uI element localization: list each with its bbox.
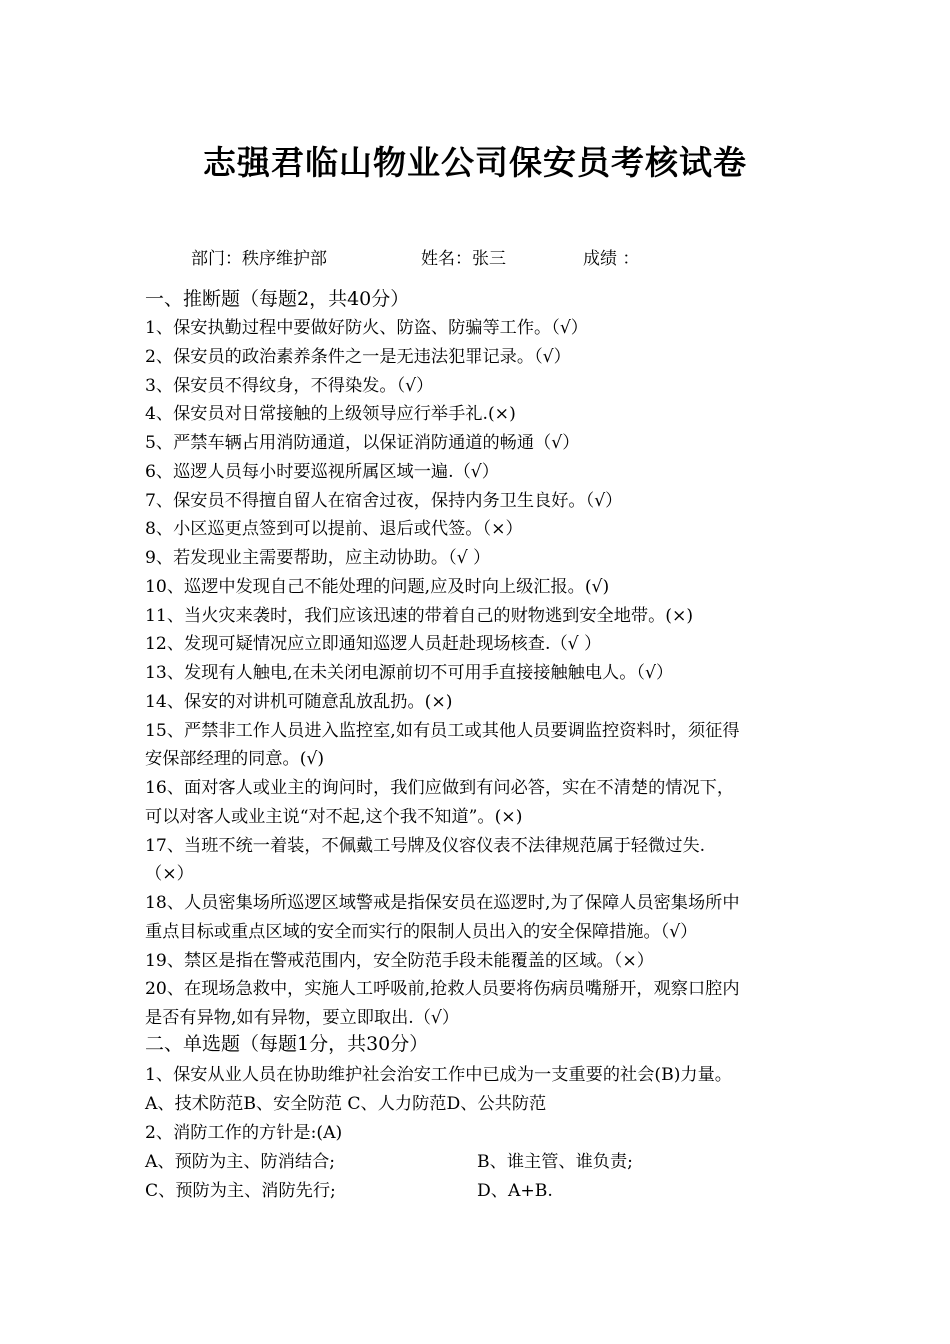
question-line: 5、严禁车辆占用消防通道，以保证消防通道的畅通（√） <box>145 433 580 453</box>
question-line: 6、巡逻人员每小时要巡视所属区域一遍.（√） <box>145 461 499 482</box>
question-line: 8、小区巡更点签到可以提前、退后或代签。（×） <box>145 519 523 540</box>
question-line: 11、当火灾来袭时，我们应该迅速的带着自己的财物逃到安全地带。(×) <box>145 605 694 626</box>
section-heading-single-choice: 二、单选题（每题1分，共30分） <box>145 1033 429 1055</box>
question-line: 14、保安的对讲机可随意乱放乱扔。(×) <box>145 691 453 712</box>
question-line: 重点目标或重点区域的安全而实行的限制人员出入的安全保障措施。（√） <box>145 921 698 942</box>
question-text: 1、保安从业人员在协助维护社会治安工作中已成为一支重要的社会(B)力量。 <box>145 1065 732 1085</box>
question-line: 16、面对客人或业主的询问时，我们应做到有问必答，实在不清楚的情况下， <box>145 778 735 798</box>
question-line: 7、保安员不得擅自留人在宿舍过夜，保持内务卫生良好。（√） <box>145 490 623 511</box>
question-line: 2、保安员的政治素养条件之一是无违法犯罪记录。（√） <box>145 346 571 367</box>
section-heading-true-false: 一、推断题（每题2，共40分） <box>145 288 410 310</box>
question-line: 安保部经理的同意。(√) <box>145 749 325 770</box>
question-line: 17、当班不统一着装，不佩戴工号牌及仪容仪表不法律规范属于轻微过失. <box>145 835 706 856</box>
option-c: C、预防为主、消防先行; <box>145 1181 336 1201</box>
question-line: （×） <box>145 864 194 885</box>
question-line: 19、禁区是指在警戒范围内，安全防范手段未能覆盖的区域。（×） <box>145 950 654 971</box>
question-line: 12、发现可疑情况应立即通知巡逻人员赶赴现场核查.（√ ） <box>145 634 602 655</box>
name-field: 姓名：张三 <box>421 249 506 269</box>
option-d: D、A+B. <box>477 1181 553 1201</box>
question-text: 2、消防工作的方针是:(A) <box>145 1123 343 1143</box>
question-line: 3、保安员不得纹身，不得染发。（√） <box>145 375 434 396</box>
question-line: 10、巡逻中发现自己不能处理的问题,应及时向上级汇报。(√) <box>145 576 610 597</box>
page-title: 志强君临山物业公司保安员考核试卷 <box>203 143 747 182</box>
question-options: A、技术防范B、安全防范 C、人力防范D、公共防范 <box>145 1094 547 1114</box>
score-field: 成绩 ： <box>583 249 640 269</box>
department-field: 部门：秩序维护部 <box>191 249 327 269</box>
question-line: 13、发现有人触电,在未关闭电源前切不可用手直接接触触电人。（√） <box>145 663 674 683</box>
option-b: B、谁主管、谁负责; <box>477 1152 633 1172</box>
question-line: 9、若发现业主需要帮助，应主动协助。（√ ） <box>145 548 491 568</box>
question-line: 18、人员密集场所巡逻区域警戒是指保安员在巡逻时,为了保障人员密集场所中 <box>145 893 740 913</box>
option-a: A、预防为主、防消结合; <box>145 1152 336 1172</box>
question-line: 是否有异物,如有异物，要立即取出.（√） <box>145 1008 460 1028</box>
question-line: 4、保安员对日常接触的上级领导应行举手礼.(×) <box>145 404 516 425</box>
question-line: 20、在现场急救中，实施人工呼吸前,抢救人员要将伤病员嘴掰开，观察口腔内 <box>145 979 740 1000</box>
question-line: 1、保安执勤过程中要做好防火、防盗、防骗等工作。（√） <box>145 318 588 338</box>
question-line: 15、严禁非工作人员进入监控室,如有员工或其他人员要调监控资料时，须征得 <box>145 720 740 741</box>
question-line: 可以对客人或业主说“对不起,这个我不知道”。(×) <box>145 806 523 827</box>
